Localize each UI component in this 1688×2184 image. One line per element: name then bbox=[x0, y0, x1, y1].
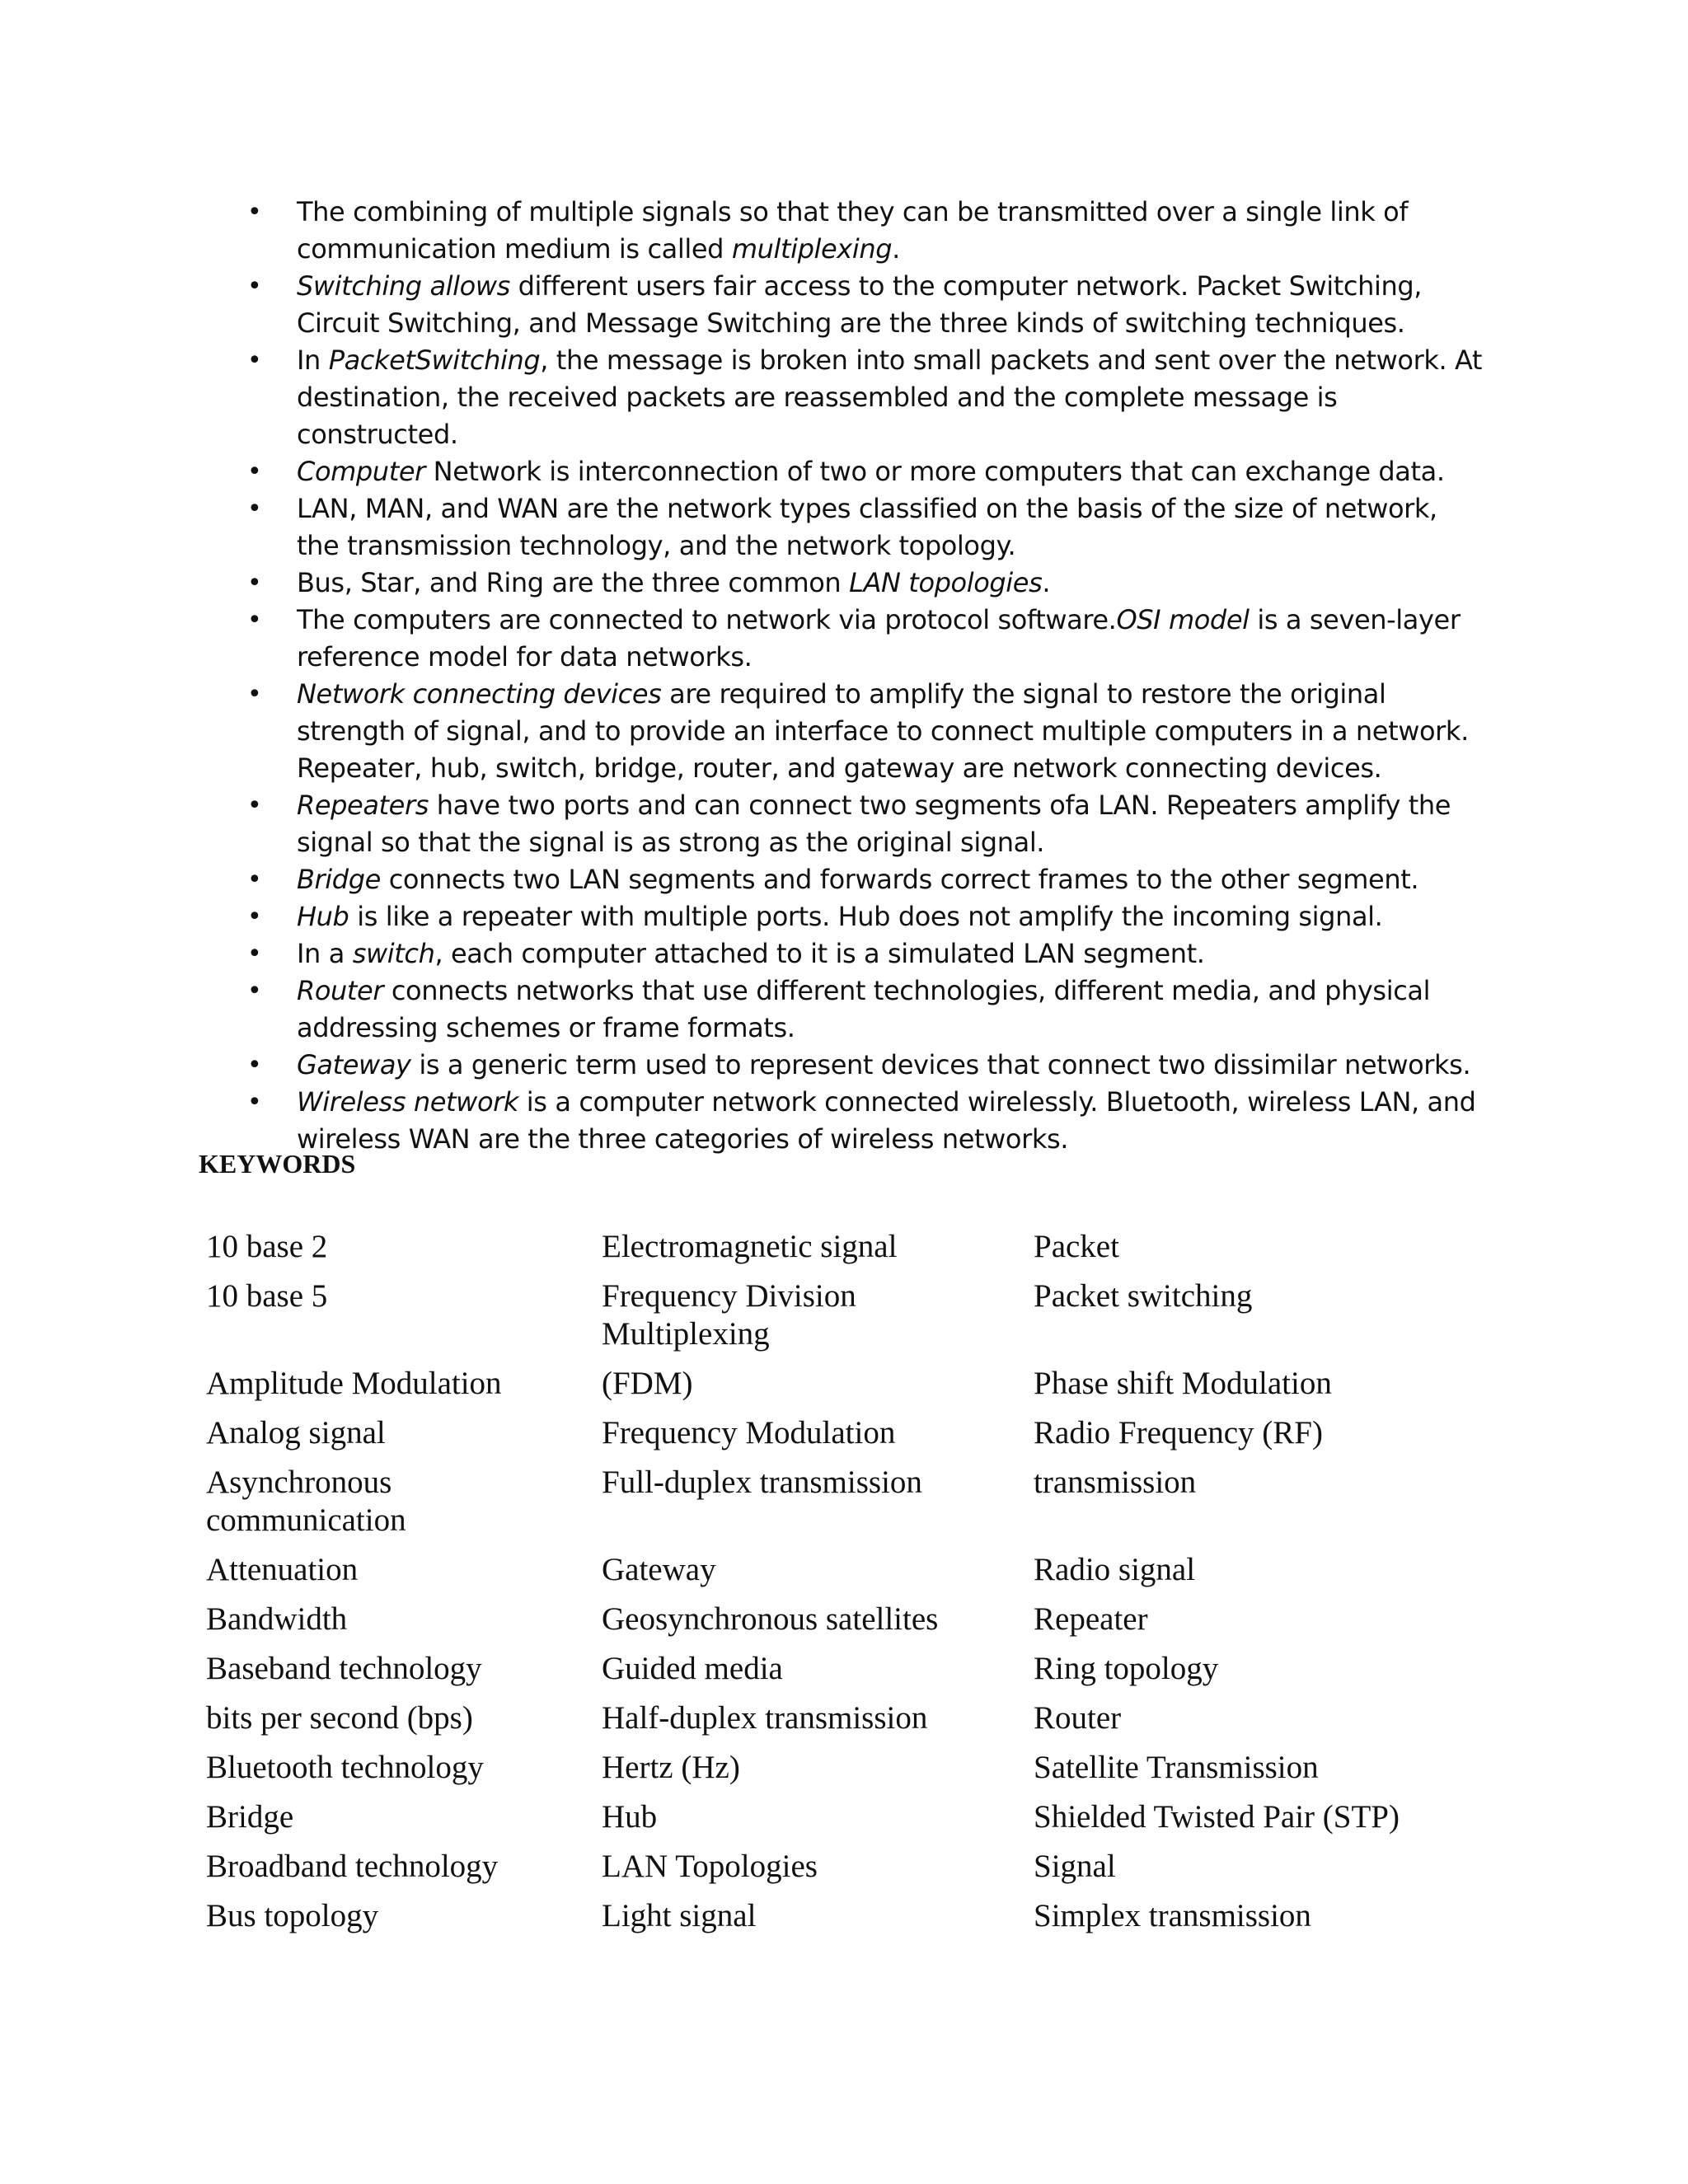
bullet-dot-icon: • bbox=[247, 346, 262, 375]
table-row bbox=[195, 1594, 1432, 1643]
bullet-term: Gateway bbox=[297, 1049, 411, 1080]
keyword-cell: Radio signal bbox=[1034, 1552, 1196, 1587]
bullet-term: Wireless network bbox=[297, 1086, 519, 1118]
bullet-text: LAN, MAN, and WAN are the network types classified on the basis of the size of network, the transmission technology, and the network topology. bbox=[297, 493, 1437, 561]
summary-bullet bbox=[247, 194, 1484, 268]
summary-bullet bbox=[247, 268, 1484, 342]
keyword-cell: Packet bbox=[1034, 1229, 1119, 1264]
table-row bbox=[195, 1693, 1432, 1742]
keyword-cell: Packet switching bbox=[1034, 1278, 1253, 1314]
bullet-dot-icon: • bbox=[247, 977, 262, 1005]
bullet-text: Network is interconnection of two or more computers that can exchange data. bbox=[424, 456, 1445, 487]
bullet-text: The computers are connected to network via protocol software. bbox=[297, 604, 1117, 635]
keyword-cell: transmission bbox=[1034, 1465, 1197, 1500]
bullet-text: are required to amplify the signal to restore the original strength of signal, and to provide an interface to connect multiple computers in a network. Repeater, hub, switch, bridge, router, and gateway are network connecting devices. bbox=[297, 678, 1469, 784]
keywords-table-body bbox=[195, 1221, 1432, 1940]
keyword-cell: Broadband technology bbox=[206, 1849, 499, 1884]
summary-bullet bbox=[247, 565, 1484, 602]
keyword-cell: Guided media bbox=[602, 1651, 783, 1686]
keyword-cell: Simplex transmission bbox=[1034, 1898, 1311, 1933]
bullet-dot-icon: • bbox=[247, 865, 262, 894]
keywords-table bbox=[195, 1221, 1432, 1940]
keywords-heading: KEYWORDS bbox=[199, 1149, 356, 1179]
bullet-term: LAN topologies bbox=[849, 567, 1043, 598]
keyword-cell: Electromagnetic signal bbox=[602, 1229, 898, 1264]
bullet-dot-icon: • bbox=[247, 272, 262, 301]
bullet-text: In bbox=[297, 344, 329, 376]
summary-bullet bbox=[247, 676, 1484, 787]
table-row bbox=[195, 1742, 1432, 1792]
bullet-term: multiplexing bbox=[731, 233, 893, 265]
bullet-text: , each computer attached to it is a simulated LAN segment. bbox=[434, 938, 1205, 969]
summary-bullet bbox=[247, 861, 1484, 898]
bullet-dot-icon: • bbox=[247, 198, 262, 227]
keyword-cell: Frequency Modulation bbox=[602, 1415, 896, 1451]
summary-bullet bbox=[247, 453, 1484, 490]
bullet-text: . bbox=[892, 233, 900, 265]
bullet-text: Bus, Star, and Ring are the three common bbox=[297, 567, 850, 598]
bullet-dot-icon: • bbox=[247, 1051, 262, 1080]
bullet-dot-icon: • bbox=[247, 457, 262, 486]
table-row bbox=[195, 1221, 1432, 1271]
keyword-cell: Attenuation bbox=[206, 1552, 359, 1587]
keyword-cell: Shielded Twisted Pair (STP) bbox=[1034, 1799, 1400, 1835]
keyword-cell: Baseband technology bbox=[206, 1651, 482, 1686]
table-row bbox=[195, 1643, 1432, 1693]
table-row bbox=[195, 1358, 1432, 1408]
bullet-text: have two ports and can connect two segments of bbox=[429, 790, 1075, 821]
keyword-cell: (FDM) bbox=[602, 1366, 693, 1401]
table-row bbox=[195, 1271, 1432, 1358]
keyword-cell: Bluetooth technology bbox=[206, 1750, 484, 1785]
bullet-text: In a bbox=[297, 938, 353, 969]
keyword-cell: Repeater bbox=[1034, 1601, 1148, 1637]
bullet-term: Computer bbox=[297, 456, 425, 487]
summary-bullet bbox=[247, 490, 1484, 565]
keyword-cell: Bus topology bbox=[206, 1898, 379, 1933]
table-row bbox=[195, 1408, 1432, 1457]
keyword-cell: Asynchronous communication bbox=[206, 1465, 406, 1538]
keyword-cell: Half-duplex transmission bbox=[602, 1700, 928, 1736]
summary-bullet bbox=[247, 935, 1484, 972]
keyword-cell: Bridge bbox=[206, 1799, 294, 1835]
bullet-dot-icon: • bbox=[247, 902, 262, 931]
bullet-text: , the message is broken into small packets and sent over the network. At destination, the received packets are reassembled and the complete message is constructed. bbox=[297, 344, 1483, 450]
keyword-cell: Satellite Transmission bbox=[1034, 1750, 1319, 1785]
bullet-dot-icon: • bbox=[247, 940, 262, 968]
table-row bbox=[195, 1792, 1432, 1841]
bullet-term: Bridge bbox=[297, 864, 381, 895]
summary-bullet-list bbox=[247, 194, 1484, 1158]
summary-bullet bbox=[247, 1047, 1484, 1084]
bullet-text: is like a repeater with multiple ports. Hub does not amplify the incoming signal. bbox=[349, 901, 1383, 932]
bullet-dot-icon: • bbox=[247, 569, 262, 598]
table-row bbox=[195, 1544, 1432, 1594]
keyword-cell: Geosynchronous satellites bbox=[602, 1601, 939, 1637]
keyword-cell: Light signal bbox=[602, 1898, 757, 1933]
bullet-dot-icon: • bbox=[247, 791, 262, 820]
keyword-cell: Bandwidth bbox=[206, 1601, 348, 1637]
keyword-cell: Full-duplex transmission bbox=[602, 1465, 922, 1500]
bullet-text: connects networks that use different technologies, different media, and physical addressing schemes or frame formats. bbox=[297, 975, 1431, 1043]
summary-bullet bbox=[247, 602, 1484, 676]
table-row bbox=[195, 1891, 1432, 1940]
bullet-term: Repeaters bbox=[297, 790, 429, 821]
bullet-term: Switching allows bbox=[297, 270, 510, 302]
bullet-dot-icon: • bbox=[247, 1088, 262, 1117]
bullet-text: is a computer network connected wirelessly. Bluetooth, wireless LAN, and wireless WAN are the three categories of wireless networks. bbox=[297, 1086, 1476, 1155]
bullet-text: The combining of multiple signals so that they can be transmitted over a single link of communication medium is called bbox=[297, 196, 1409, 265]
bullet-term: switch bbox=[352, 938, 435, 969]
bullet-dot-icon: • bbox=[247, 494, 262, 523]
keyword-cell: Hub bbox=[602, 1799, 658, 1835]
keyword-cell: Phase shift Modulation bbox=[1034, 1366, 1332, 1401]
bullet-dot-icon: • bbox=[247, 680, 262, 709]
bullet-term: PacketSwitching bbox=[328, 344, 541, 376]
bullet-term: Hub bbox=[297, 901, 349, 932]
keyword-cell: 10 base 5 bbox=[206, 1278, 328, 1314]
summary-bullet bbox=[247, 972, 1484, 1047]
keyword-cell: Analog signal bbox=[206, 1415, 386, 1451]
bullet-text: is a generic term used to represent devices that connect two dissimilar networks. bbox=[410, 1049, 1471, 1080]
keyword-cell: Ring topology bbox=[1034, 1651, 1219, 1686]
keyword-cell: bits per second (bps) bbox=[206, 1700, 473, 1736]
keyword-cell: 10 base 2 bbox=[206, 1229, 328, 1264]
keyword-cell: Radio Frequency (RF) bbox=[1034, 1415, 1323, 1451]
summary-bullet bbox=[247, 898, 1484, 935]
keyword-cell: LAN Topologies bbox=[602, 1849, 818, 1884]
keyword-cell: Gateway bbox=[602, 1552, 716, 1587]
bullet-term: Router bbox=[297, 975, 384, 1006]
bullet-term: Network connecting devices bbox=[297, 678, 662, 710]
keyword-cell: Frequency Division Multiplexing bbox=[602, 1278, 856, 1352]
keyword-cell: Signal bbox=[1034, 1849, 1116, 1884]
table-row bbox=[195, 1457, 1432, 1544]
bullet-text: connects two LAN segments and forwards correct frames to the other segment. bbox=[380, 864, 1419, 895]
summary-bullet bbox=[247, 342, 1484, 453]
bullet-text: . bbox=[1042, 567, 1051, 598]
bullet-term: OSI model bbox=[1116, 604, 1250, 635]
bullet-text: is a seven-layer reference model for data networks. bbox=[297, 604, 1461, 673]
summary-bullet bbox=[247, 1084, 1484, 1158]
bullet-text: a LAN. Repeaters amplify the signal so that the signal is as strong as the original signal. bbox=[297, 790, 1451, 858]
table-row bbox=[195, 1841, 1432, 1891]
bullet-dot-icon: • bbox=[247, 606, 262, 635]
keyword-cell: Router bbox=[1034, 1700, 1122, 1736]
keyword-cell: Hertz (Hz) bbox=[602, 1750, 740, 1785]
keyword-cell: Amplitude Modulation bbox=[206, 1366, 502, 1401]
bullet-text: different users fair access to the computer network. Packet Switching, Circuit Switching, and Message Switching are the three kinds of switching techniques. bbox=[297, 270, 1423, 339]
summary-bullet bbox=[247, 787, 1484, 861]
